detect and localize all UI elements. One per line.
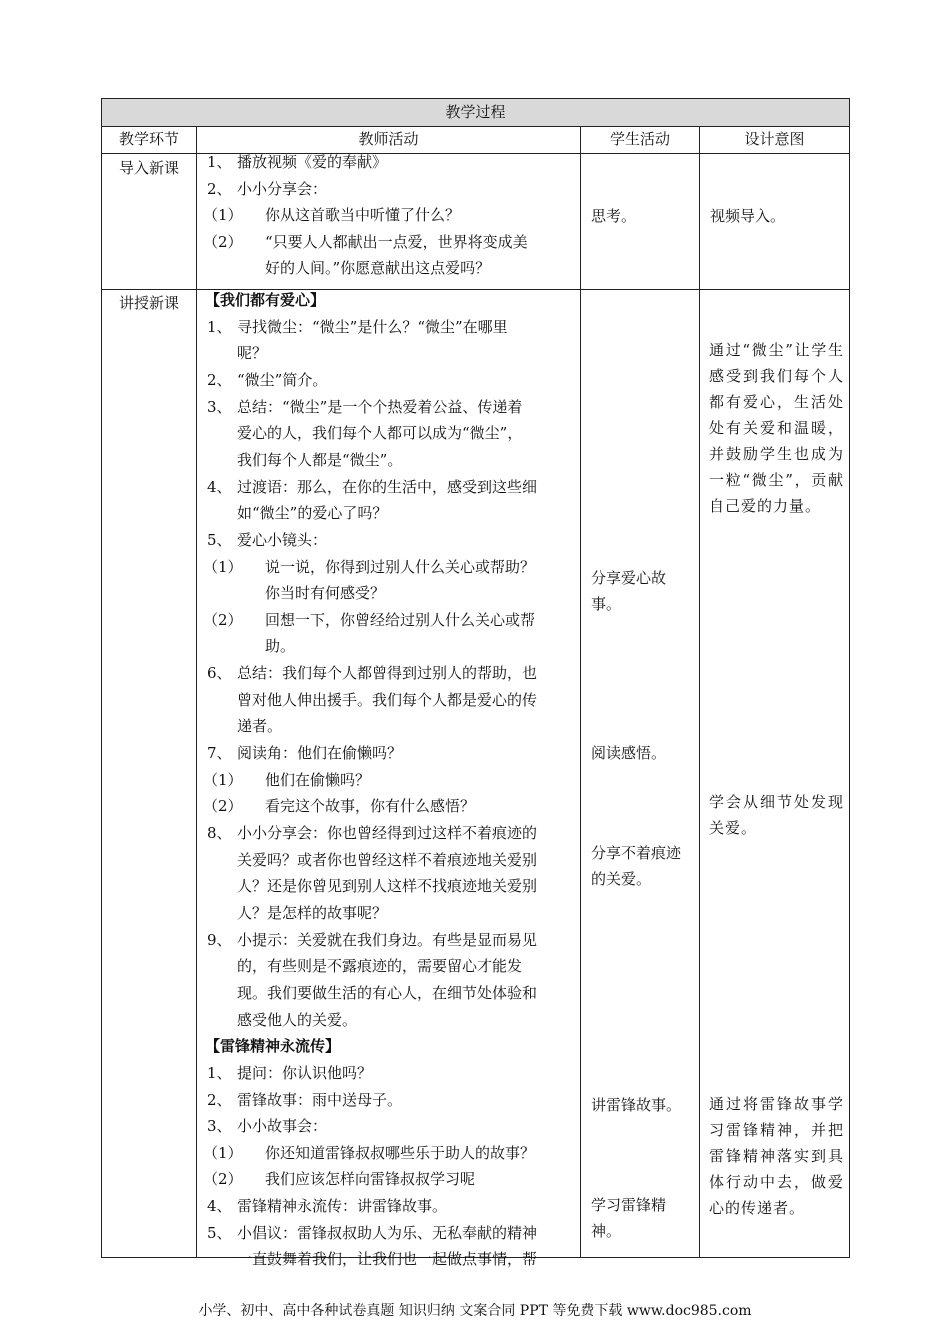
line-text: 曾对他人伸出援手。我们每个人都是爱心的传 bbox=[237, 690, 538, 709]
line-number: 6、 bbox=[207, 664, 232, 683]
line-text: 你还知道雷锋叔叔哪些乐于助人的故事？ bbox=[265, 1143, 536, 1162]
line-number: 5、 bbox=[207, 530, 232, 549]
lesson-table bbox=[101, 98, 850, 1269]
line-text: 看完这个故事，你有什么感悟？ bbox=[265, 797, 476, 816]
line-text: 递者。 bbox=[237, 717, 283, 736]
section1-design-intent: 视频导入。 bbox=[710, 207, 786, 225]
header-teacher-activity: 教师活动 bbox=[358, 130, 419, 148]
line-text: 你从这首歌当中听懂了什么？ bbox=[265, 206, 461, 224]
line-text: “微尘”简介。 bbox=[237, 370, 328, 389]
column-divider bbox=[196, 127, 197, 1258]
line-text: 小提示：关爱就在我们身边。有些是显而易见 bbox=[237, 930, 538, 949]
line-text: “只要人人都献出一点爱，世界将变成美 bbox=[265, 232, 528, 251]
column-divider bbox=[580, 127, 581, 1258]
line-number: 3、 bbox=[207, 397, 232, 416]
line-text: 小倡议：雷锋叔叔助人为乐、无私奉献的精神 bbox=[237, 1223, 538, 1242]
design-intent-dust: 通过“微尘”让学生感受到我们每个人都有爱心，生活处处有关爱和温暖，并鼓励学生也成为一粒“微尘”，贡献自己爱的力量。 bbox=[709, 341, 844, 515]
section1-student-activity: 思考。 bbox=[591, 207, 637, 225]
line-number: （1） bbox=[203, 206, 243, 224]
line-number: （1） bbox=[203, 1143, 243, 1162]
line-text: 总结：我们每个人都曾得到过别人的帮助，也 bbox=[237, 664, 538, 683]
line-number: （2） bbox=[203, 1170, 243, 1189]
page-footer: 小学、初中、高中各种试卷真题 知识归纳 文案合同 PPT 等免费下载 www.doc985.com bbox=[198, 1303, 752, 1319]
line-number: 2、 bbox=[207, 1090, 232, 1109]
line-text: 过渡语：那么，在你的生活中，感受到这些细 bbox=[237, 477, 538, 496]
line-text: 好的人间。”你愿意献出这点爱吗？ bbox=[265, 259, 491, 277]
line-text: 助。 bbox=[265, 637, 296, 656]
line-text: 我们每个人都是“微尘”。 bbox=[237, 450, 403, 469]
line-text: 寻找微尘：“微尘”是什么？“微尘”在哪里 bbox=[237, 317, 508, 336]
line-number: 5、 bbox=[207, 1223, 232, 1242]
line-text: 雷锋故事：雨中送母子。 bbox=[237, 1090, 403, 1109]
column-divider bbox=[699, 127, 700, 1258]
line-text: 爱心小镜头： bbox=[237, 530, 328, 549]
line-text: 小小故事会： bbox=[237, 1117, 328, 1136]
line-number: 2、 bbox=[207, 179, 232, 198]
line-text: 我们应该怎样向雷锋叔叔学习呢 bbox=[265, 1170, 476, 1189]
line-text: 总结：“微尘”是一个个热爱着公益、传递着 bbox=[237, 397, 523, 416]
student-activity-leifeng-story: 讲雷锋故事。 bbox=[591, 1096, 682, 1114]
line-number: 8、 bbox=[207, 824, 232, 842]
line-text: 提问：你认识他吗？ bbox=[237, 1063, 373, 1082]
student-activity-share-care: 分享不着痕迹 的关爱。 bbox=[591, 844, 682, 888]
header-design-intent: 设计意图 bbox=[744, 130, 805, 148]
line-text: 小小分享会： bbox=[237, 179, 328, 198]
line-number: 9、 bbox=[207, 930, 232, 949]
line-number: 7、 bbox=[207, 744, 232, 763]
line-number: 1、 bbox=[207, 1063, 232, 1082]
line-number: 3、 bbox=[207, 1117, 232, 1136]
line-text: 播放视频《爱的奉献》 bbox=[237, 153, 388, 171]
line-text: 关爱吗？或者你也曾经这样不着痕迹地关爱别 bbox=[237, 850, 538, 869]
line-text: 雷锋精神永流传：讲雷锋故事。 bbox=[237, 1197, 448, 1216]
section-label-intro: 导入新课 bbox=[118, 159, 179, 177]
line-number: 4、 bbox=[207, 1197, 232, 1216]
line-text: 呢？ bbox=[237, 344, 268, 363]
line-text: 感受他人的关爱。 bbox=[237, 1010, 358, 1029]
line-number: （2） bbox=[203, 610, 243, 629]
line-number: （2） bbox=[203, 232, 243, 251]
line-number: （1） bbox=[203, 770, 243, 789]
design-intent-leifeng: 通过将雷锋故事学习雷锋精神，并把雷锋精神落实到具体行动中去，做爱心的传递者。 bbox=[709, 1095, 844, 1217]
line-text: 他们在偷懒吗？ bbox=[265, 770, 371, 789]
section-label-new-lesson: 讲授新课 bbox=[118, 294, 179, 312]
line-text: 说一说，你得到过别人什么关心或帮助？ bbox=[265, 557, 536, 576]
line-number: （2） bbox=[203, 797, 243, 816]
line-number: 2、 bbox=[207, 370, 232, 389]
line-text: 【我们都有爱心】 bbox=[205, 291, 326, 309]
table-title: 教学过程 bbox=[102, 99, 849, 127]
line-text: 现。我们要做生活的有心人，在细节处体验和 bbox=[237, 983, 538, 1002]
line-text: 【雷锋精神永流传】 bbox=[205, 1037, 341, 1056]
line-text: 的，有些则是不露痕迹的，需要留心才能发 bbox=[237, 957, 523, 976]
design-intent-details: 学会从细节处发现关爱。 bbox=[709, 793, 844, 837]
line-number: 1、 bbox=[207, 317, 232, 336]
student-activity-learn-spirit: 学习雷锋精 神。 bbox=[591, 1196, 667, 1240]
line-number: （1） bbox=[203, 557, 243, 576]
line-text: 你当时有何感受？ bbox=[265, 584, 386, 603]
header-student-activity: 学生活动 bbox=[609, 130, 670, 148]
line-text: 回想一下，你曾经给过别人什么关心或帮 bbox=[265, 610, 536, 629]
line-text: 小小分享会：你也曾经得到过这样不着痕迹的 bbox=[237, 824, 538, 842]
line-number: 1、 bbox=[207, 153, 232, 171]
line-text: 人？还是你曾见到别人这样不找痕迹地关爱别 bbox=[237, 877, 538, 896]
row-divider bbox=[102, 289, 849, 290]
table-header-row bbox=[102, 127, 849, 154]
line-text: 如“微尘”的爱心了吗？ bbox=[237, 504, 388, 523]
header-stage: 教学环节 bbox=[118, 130, 179, 148]
line-text: 爱心的人，我们每个人都可以成为“微尘”， bbox=[237, 424, 523, 443]
student-activity-reading: 阅读感悟。 bbox=[591, 744, 667, 762]
line-text: 人？是怎样的故事呢？ bbox=[237, 903, 388, 922]
line-number: 4、 bbox=[207, 477, 232, 496]
student-activity-share-story: 分享爱心故 事。 bbox=[591, 569, 667, 613]
line-text: 阅读角：他们在偷懒吗？ bbox=[237, 744, 403, 763]
line-text: 一直鼓舞着我们，让我们也一起做点事情，帮 bbox=[237, 1250, 538, 1269]
